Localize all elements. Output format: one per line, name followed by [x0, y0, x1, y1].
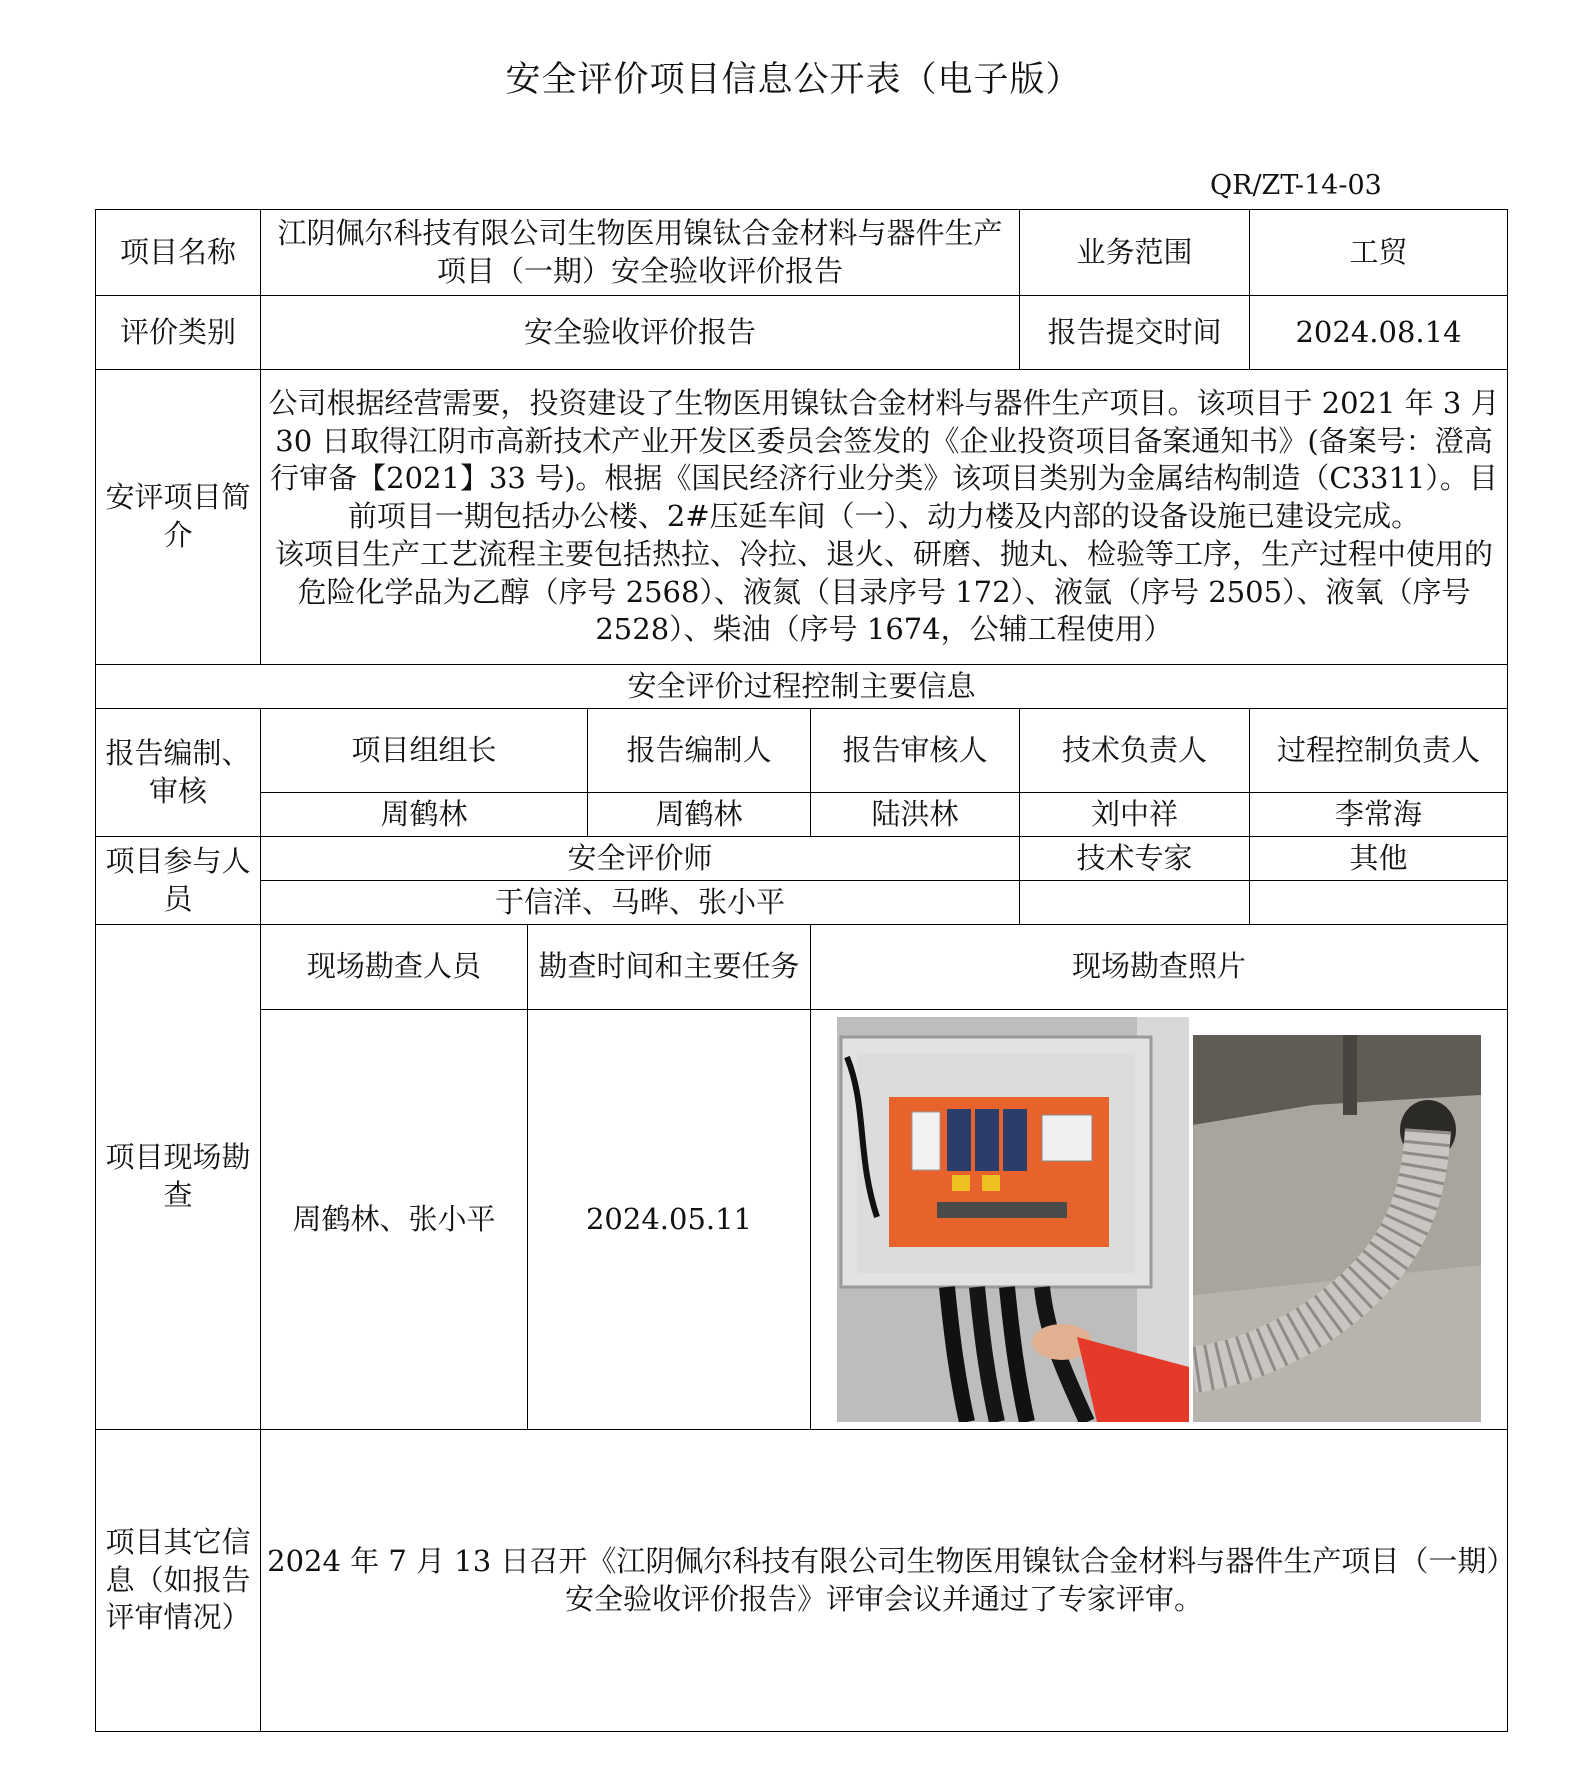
site-photo-electrical-box — [837, 1017, 1189, 1422]
pipe-image — [1193, 1035, 1481, 1422]
site-photo-header: 现场勘查照片 — [811, 925, 1508, 1010]
site-staff-value: 周鹤林、张小平 — [261, 1010, 528, 1430]
page-title: 安全评价项目信息公开表（电子版） — [505, 60, 1082, 100]
evaluator-names: 于信洋、马晔、张小平 — [261, 881, 1020, 925]
report-header-compiler: 报告编制人 — [588, 709, 811, 793]
form-code: QR/ZT-14-03 — [1210, 170, 1382, 201]
project-name-label: 项目名称 — [96, 210, 261, 296]
row-process-header — [96, 665, 1508, 709]
business-scope-label: 业务范围 — [1020, 210, 1250, 296]
site-photo-pipe — [1193, 1035, 1481, 1422]
report-header-reviewer: 报告审核人 — [811, 709, 1020, 793]
expert-names — [1020, 881, 1250, 925]
info-table — [95, 209, 1508, 1732]
submit-time-label: 报告提交时间 — [1020, 296, 1250, 370]
business-scope-value: 工贸 — [1250, 210, 1508, 296]
process-header: 安全评价过程控制主要信息 — [96, 665, 1508, 709]
report-header-leader: 项目组组长 — [261, 709, 588, 793]
report-value-technical: 刘中祥 — [1020, 793, 1250, 837]
intro-content — [261, 370, 1508, 665]
category-label: 评价类别 — [96, 296, 261, 370]
row-project-name — [96, 210, 1508, 296]
row-site-values — [96, 1010, 1508, 1430]
site-date-value: 2024.05.11 — [528, 1010, 811, 1430]
site-staff-header: 现场勘查人员 — [261, 925, 528, 1010]
report-value-process: 李常海 — [1250, 793, 1508, 837]
electrical-box-image — [837, 1017, 1189, 1422]
row-participant-values — [96, 881, 1508, 925]
row-report-headers — [96, 709, 1508, 793]
site-task-header: 勘查时间和主要任务 — [528, 925, 811, 1010]
report-header-process: 过程控制负责人 — [1250, 709, 1508, 793]
expert-header: 技术专家 — [1020, 837, 1250, 881]
row-category — [96, 296, 1508, 370]
other-header: 其他 — [1250, 837, 1508, 881]
report-value-reviewer: 陆洪林 — [811, 793, 1020, 837]
report-value-leader: 周鹤林 — [261, 793, 588, 837]
participants-label: 项目参与人员 — [96, 837, 261, 925]
intro-label: 安评项目简介 — [96, 370, 261, 665]
category-value: 安全验收评价报告 — [261, 296, 1020, 370]
project-name-value: 江阴佩尔科技有限公司生物医用镍钛合金材料与器件生产项目（一期）安全验收评价报告 — [261, 210, 1020, 296]
report-header-technical: 技术负责人 — [1020, 709, 1250, 793]
intro-paragraph-2: 该项目生产工艺流程主要包括热拉、冷拉、退火、研磨、抛丸、检验等工序，生产过程中使用的危险化学品为乙醇（序号 2568）、液氮（目录序号 172）、液氩（序号 2505）、液氧（序号 2528）、柴油（序号 1674，公辅工程使用） — [275, 536, 1494, 647]
row-intro — [96, 370, 1508, 665]
intro-paragraph-1: 公司根据经营需要，投资建设了生物医用镍钛合金材料与器件生产项目。该项目于 2021 年 3 月 30 日取得江阴市高新技术产业开发区委员会签发的《企业投资项目备案通知书》(备案号：澄高行审备【2021】33 号)。根据《国民经济行业分类》该项目类别为金属结构制造（C3311）。目前项目一期包括办公楼、2#压延车间（一）、动力楼及内部的设备设施已建设完成。 — [268, 386, 1500, 534]
site-label: 项目现场勘查 — [96, 925, 261, 1430]
row-participant-headers — [96, 837, 1508, 881]
row-site-headers — [96, 925, 1508, 1010]
other-info-text: 2024 年 7 月 13 日召开《江阴佩尔科技有限公司生物医用镍钛合金材料与器件生产项目（一期）安全验收评价报告》评审会议并通过了专家评审。 — [261, 1430, 1508, 1732]
submit-time-value: 2024.08.14 — [1250, 296, 1508, 370]
report-label: 报告编制、审核 — [96, 709, 261, 837]
row-report-values — [96, 793, 1508, 837]
other-names — [1250, 881, 1508, 925]
evaluator-header: 安全评价师 — [261, 837, 1020, 881]
other-info-label: 项目其它信息（如报告评审情况） — [96, 1430, 261, 1732]
site-photos — [811, 1010, 1508, 1430]
row-other-info — [96, 1430, 1508, 1732]
report-value-compiler: 周鹤林 — [588, 793, 811, 837]
